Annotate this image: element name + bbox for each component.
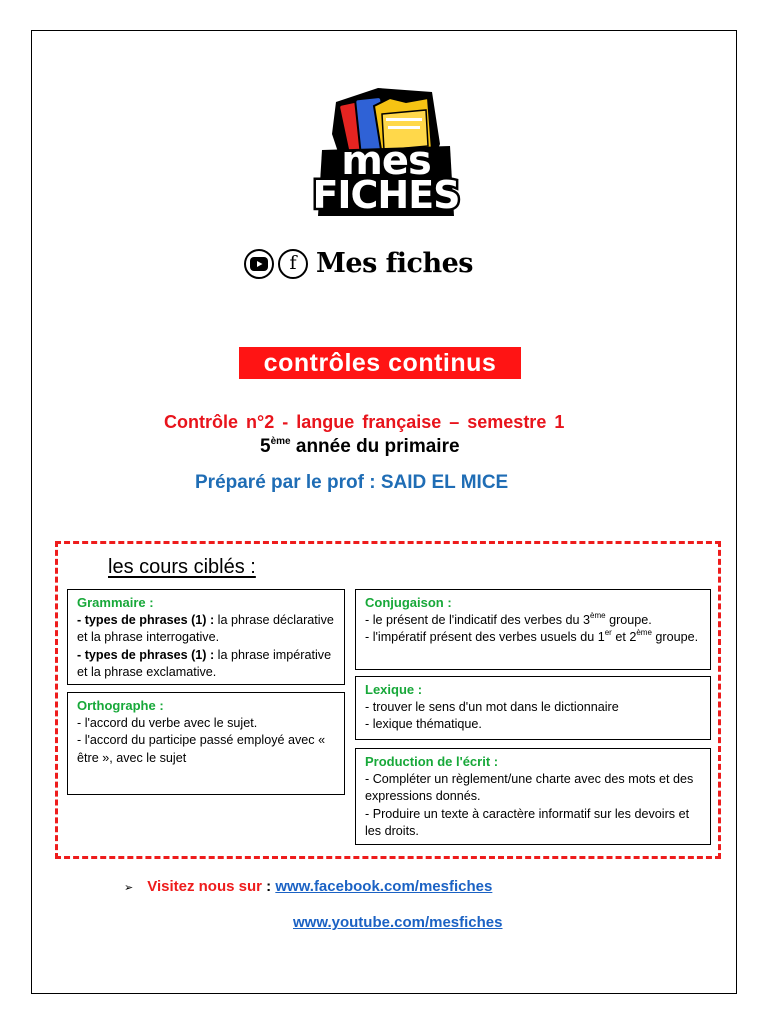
- conjugaison-item-1-text: - le présent de l'indicatif des verbes du 3: [365, 612, 591, 627]
- production-item-2: - Produire un texte à caractère informatif sur les devoirs et les droits.: [365, 806, 690, 838]
- conjugaison-item-2-text: - l'impératif présent des verbes usuels du 1: [365, 630, 605, 644]
- conjugaison-item-2-mid: et 2: [611, 630, 637, 644]
- conjugaison-item-1-sup: ème: [590, 610, 606, 620]
- grade-number: 5: [260, 436, 271, 457]
- grammaire-item-2-label: - types de phrases (1) :: [77, 647, 215, 662]
- facebook-icon[interactable]: [278, 249, 308, 279]
- conjugaison-item-2: [365, 629, 702, 647]
- grammaire-item-2-text: la phrase impérative et la phrase exclamative.: [77, 647, 332, 679]
- youtube-play-icon: [250, 257, 268, 271]
- social-line: [244, 248, 473, 279]
- author-line: Préparé par le prof : SAID EL MICE: [195, 472, 509, 493]
- courses-title: les cours ciblés :: [108, 556, 256, 578]
- title-banner: contrôles continus: [239, 347, 521, 379]
- arrow-bullet-icon: ➢: [124, 882, 134, 894]
- grammaire-heading: Grammaire :: [77, 595, 154, 610]
- conjugaison-heading: Conjugaison :: [365, 595, 452, 610]
- conjugaison-box: [355, 589, 711, 670]
- conjugaison-item-2-sup1: er: [604, 628, 612, 637]
- grammaire-box: [67, 589, 345, 685]
- grade-text: année du primaire: [290, 436, 460, 457]
- visit-colon: :: [261, 878, 276, 895]
- facebook-f-glyph: f: [289, 252, 297, 274]
- visit-line: [124, 878, 492, 895]
- grammaire-item-2: [77, 647, 336, 682]
- mes-fiches-logo: [312, 84, 460, 220]
- orthographe-heading: Orthographe :: [77, 698, 164, 713]
- logo-word-mes: mes: [341, 138, 431, 184]
- lexique-heading: Lexique :: [365, 682, 423, 697]
- logo-word-fiches: FICHES: [312, 173, 460, 217]
- grammaire-item-1: [77, 612, 336, 647]
- conjugaison-item-1: [365, 612, 702, 630]
- orthographe-item-1: - l'accord du verbe avec le sujet.: [77, 715, 258, 730]
- grammaire-item-1-text: la phrase déclarative et la phrase interrogative.: [77, 612, 334, 644]
- controle-line: Contrôle n°2 - langue française – semestre 1: [164, 412, 565, 432]
- conjugaison-item-2-sup2: ème: [636, 628, 652, 637]
- conjugaison-item-2-end: groupe.: [651, 630, 699, 644]
- youtube-icon[interactable]: [244, 249, 274, 279]
- production-box: [355, 748, 711, 845]
- grammaire-item-1-label: - types de phrases (1) :: [77, 612, 215, 627]
- orthographe-box: [67, 692, 345, 795]
- youtube-link[interactable]: www.youtube.com/mesfiches: [293, 914, 503, 931]
- lexique-box: [355, 676, 711, 740]
- conjugaison-item-1-end: groupe.: [605, 612, 652, 627]
- visit-label: Visitez nous sur: [147, 878, 262, 895]
- lexique-item-2: - lexique thématique.: [365, 717, 482, 731]
- production-heading: Production de l'écrit :: [365, 754, 499, 769]
- facebook-link[interactable]: www.facebook.com/mesfiches: [275, 878, 493, 895]
- brand-name: Mes fiches: [316, 248, 473, 279]
- production-item-1: - Compléter un règlement/une charte avec des mots et des expressions donnés.: [365, 771, 694, 803]
- grade-superscript: ème: [270, 436, 291, 447]
- lexique-item-1: - trouver le sens d'un mot dans le dictionnaire: [365, 699, 619, 714]
- grade-line: [260, 436, 460, 458]
- orthographe-item-2: - l'accord du participe passé employé avec « être », avec le sujet: [77, 733, 326, 765]
